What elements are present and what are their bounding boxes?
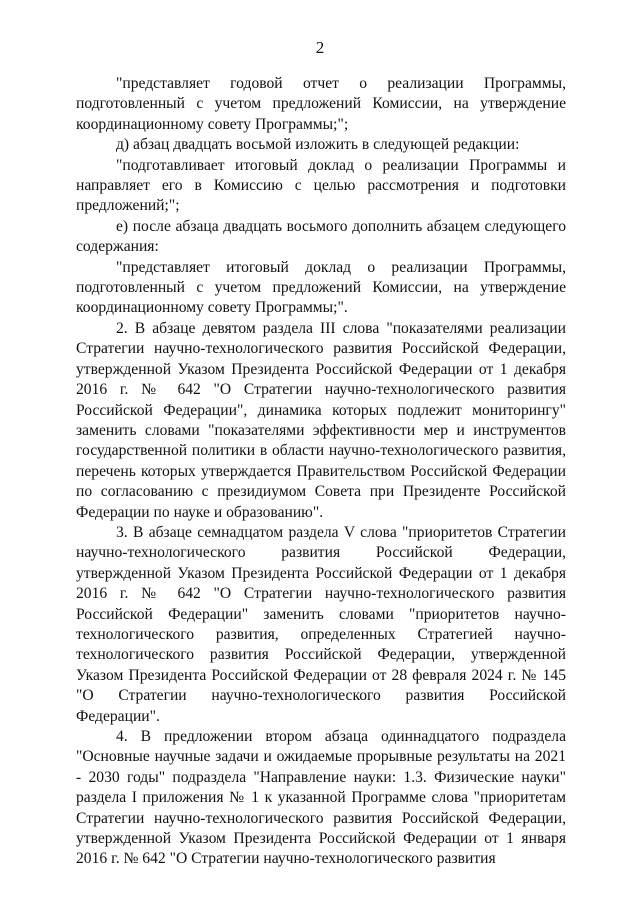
paragraph-quote-annual-report: "представляет годовой отчет о реализации Программы, подготовленный с учетом предложений Комиссии, на утверждение координационному совету Программы;"; — [76, 75, 566, 133]
paragraph-item-d: д) абзац двадцать восьмой изложить в следующей редакции: — [116, 136, 520, 154]
document-body — [76, 74, 566, 870]
paragraph-point-3: 3. В абзаце семнадцатом раздела V слова "приоритетов Стратегии научно-технологического развития Российской Федерации, утвержденной Указом Президента Российской Федерации от 1 декабря 2016 г. № 642 "О Стратегии научно-технологического развития Российской Федерации" заменить словами "приоритетов научно-технологического развития, определенных Стратегией научно-технологического развития Российской Федерации, утвержденной Указом Президента Российской Федерации от 28 февраля 2024 г. № 145 "О Стратегии научно-технологического развития Российской Федерации". — [76, 523, 566, 725]
paragraph-quote-final-report-prepare: "подготавливает итоговый доклад о реализации Программы и направляет его в Комиссию с целью рассмотрения и подготовки предложений;"; — [76, 156, 566, 215]
paragraph-point-4: 4. В предложении втором абзаца одиннадцатого подраздела "Основные научные задачи и ожидаемые прорывные результаты на 2021 - 2030 годы" подраздела "Направление науки: 1.3. Физические науки" раздела I приложения № 1 к указанной Программе слова "приоритетам Стратегии научно-технологического развития Российской Федерации, утвержденной Указом Президента Российской Федерации от 1 января 2016 г. № 642 "О Стратегии научно-технологического развития — [76, 728, 566, 868]
paragraph-item-e: е) после абзаца двадцать восьмого дополнить абзацем следующего содержания: — [76, 217, 566, 256]
paragraph-quote-final-report-submit: "представляет итоговый доклад о реализации Программы, подготовленный с учетом предложений Комиссии, на утверждение координационному совету Программы;". — [76, 258, 566, 317]
paragraph-point-2: 2. В абзаце девятом раздела III слова "показателями реализации Стратегии научно-технологического развития Российской Федерации, утвержденной Указом Президента Российской Федерации от 1 декабря 2016 г. № 642 "О Стратегии научно-технологического развития Российской Федерации", динамика которых подлежит мониторингу" заменить словами "показателями эффективности мер и инструментов государственной политики в области научно-технологического развития, перечень которых утверждается Правительством Российской Федерации по согласованию с президиумом Совета при Президенте Российской Федерации по науке и образованию". — [76, 319, 566, 521]
page-number: 2 — [315, 38, 325, 57]
